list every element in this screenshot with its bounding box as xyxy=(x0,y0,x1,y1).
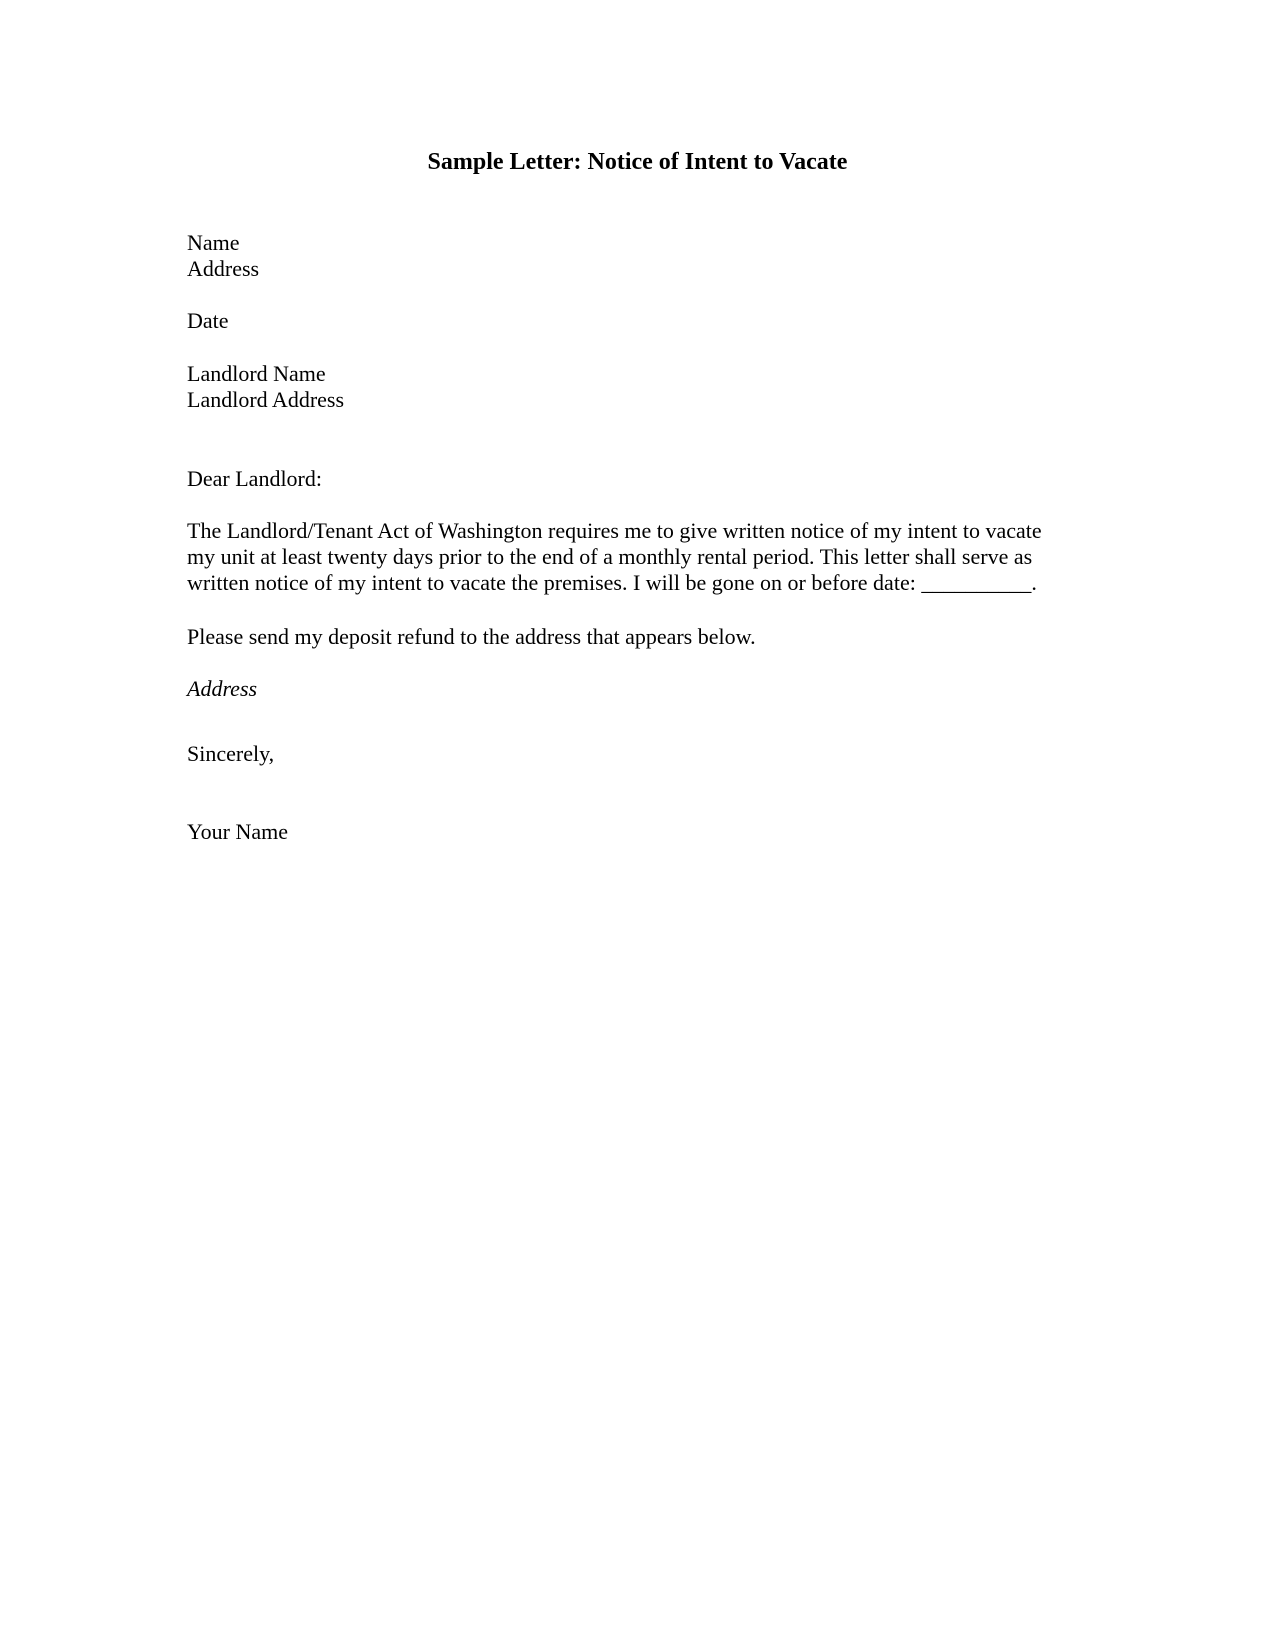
recipient-name: Landlord Name xyxy=(187,361,326,386)
signature-name: Your Name xyxy=(187,819,289,844)
recipient-block xyxy=(187,361,1107,413)
closing-block xyxy=(187,741,1107,767)
signature-block xyxy=(187,819,1107,845)
paragraph-line: my unit at least twenty days prior to the end of a monthly rental period. This letter shall serve as xyxy=(187,544,1033,569)
paragraph-line: The Landlord/Tenant Act of Washington requires me to give written notice of my intent to vacate xyxy=(187,518,1042,543)
sender-block xyxy=(187,230,1107,282)
letter-title: Sample Letter: Notice of Intent to Vacate xyxy=(427,149,848,175)
body-paragraph-1 xyxy=(187,518,1107,596)
salutation-block xyxy=(187,466,1107,492)
paragraph-line: Please send my deposit refund to the address that appears below. xyxy=(187,624,756,649)
body-paragraph-2 xyxy=(187,624,1107,650)
forwarding-address: Address xyxy=(187,676,258,701)
salutation: Dear Landlord: xyxy=(187,466,322,491)
forwarding-address-block xyxy=(187,676,1107,702)
sender-address: Address xyxy=(187,256,260,281)
closing: Sincerely, xyxy=(187,741,275,766)
sender-name: Name xyxy=(187,230,240,255)
date-block xyxy=(187,308,1107,334)
letter-date: Date xyxy=(187,308,229,333)
recipient-address: Landlord Address xyxy=(187,387,345,412)
paragraph-line: written notice of my intent to vacate the premises. I will be gone on or before date: __________. xyxy=(187,570,1037,595)
